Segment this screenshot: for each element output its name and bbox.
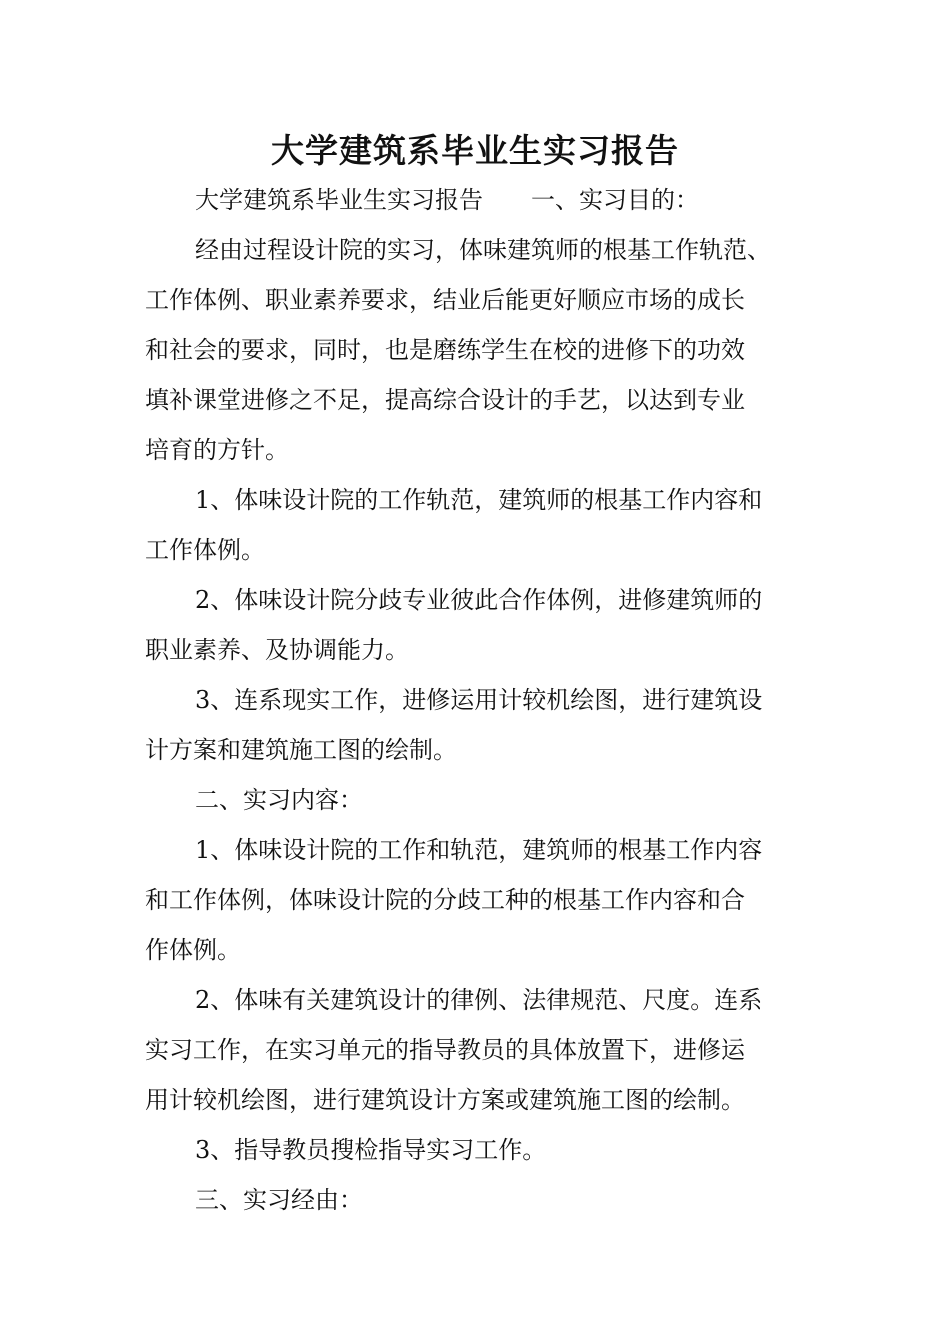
paragraph-container — [145, 225, 817, 1225]
paragraph-line: 和工作体例，体味设计院的分歧工种的根基工作内容和合 — [145, 886, 745, 914]
paragraph-line-first: 二、实习内容： — [195, 786, 363, 814]
paragraph-line-first: 1、体味设计院的工作轨范，建筑师的根基工作内容和 — [195, 486, 763, 514]
document-title: 大学建筑系毕业生实习报告 — [271, 131, 679, 170]
paragraph-line-first: 2、体味有关建筑设计的律例、法律规范、尺度。连系 — [195, 986, 763, 1014]
paragraph-line: 工作体例。 — [145, 536, 265, 564]
paragraph-line-first: 3、指导教员搜检指导实习工作。 — [195, 1136, 547, 1164]
paragraph-line: 和社会的要求，同时，也是磨练学生在校的进修下的功效 — [145, 336, 745, 364]
subtitle-line — [145, 175, 817, 225]
paragraph-line-first: 1、体味设计院的工作和轨范，建筑师的根基工作内容 — [195, 836, 763, 864]
paragraph-line-first: 三、实习经由： — [195, 1186, 363, 1214]
paragraph-line: 计方案和建筑施工图的绘制。 — [145, 736, 457, 764]
paragraph-line-first: 3、连系现实工作，进修运用计较机绘图，进行建筑设 — [195, 686, 763, 714]
subtitle-right: 一、实习目的： — [531, 186, 699, 214]
paragraph-line-first: 2、体味设计院分歧专业彼此合作体例，进修建筑师的 — [195, 586, 763, 614]
paragraph-line: 填补课堂进修之不足，提高综合设计的手艺，以达到专业 — [145, 386, 745, 414]
paragraph-line: 用计较机绘图，进行建筑设计方案或建筑施工图的绘制。 — [145, 1086, 745, 1114]
subtitle-left: 大学建筑系毕业生实习报告 — [195, 186, 483, 214]
paragraph-line: 作体例。 — [145, 936, 241, 964]
paragraph-line: 实习工作，在实习单元的指导教员的具体放置下，进修运 — [145, 1036, 745, 1064]
paragraph-line: 职业素养、及协调能力。 — [145, 636, 409, 664]
paragraph-line: 工作体例、职业素养要求，结业后能更好顺应市场的成长 — [145, 286, 745, 314]
paragraph-line: 培育的方针。 — [145, 436, 289, 464]
paragraph-line-first: 经由过程设计院的实习，体味建筑师的根基工作轨范、 — [195, 236, 771, 264]
document-body — [145, 175, 817, 1225]
